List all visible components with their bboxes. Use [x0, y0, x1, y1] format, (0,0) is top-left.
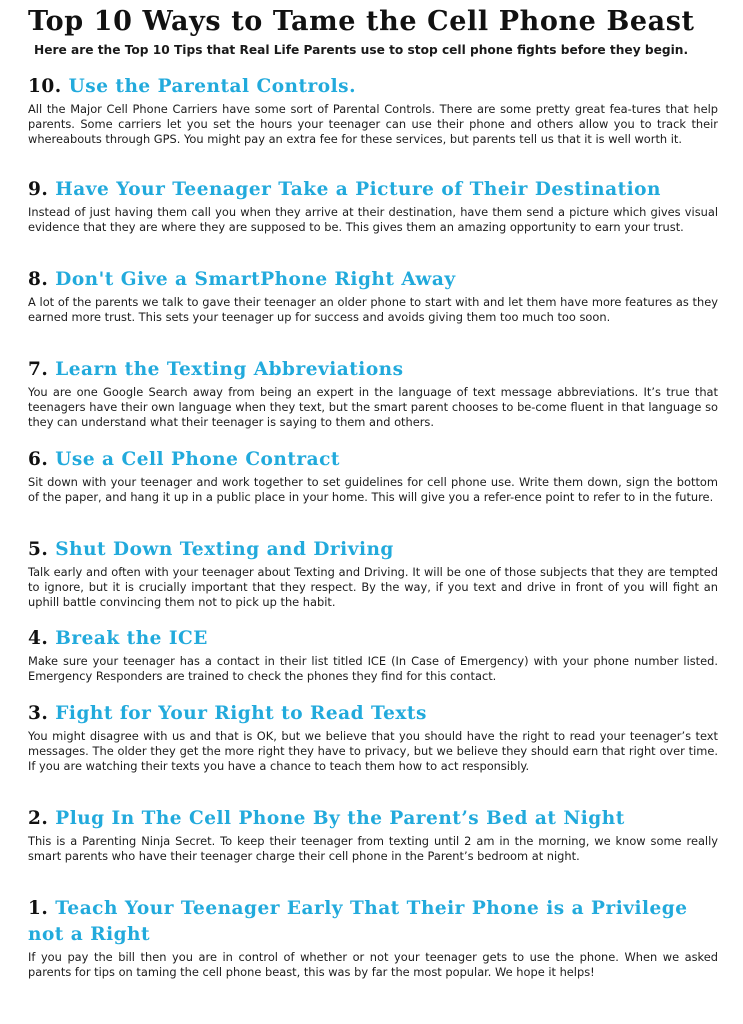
tip-4 — [28, 626, 718, 684]
tip-number: 9. — [28, 179, 49, 200]
tip-number: 6. — [28, 449, 49, 470]
tip-2 — [28, 806, 718, 864]
tip-6 — [28, 447, 718, 505]
tip-body: Make sure your teenager has a contact in their list titled ICE (In Case of Emergency) with your phone number listed. Emergency Responders are trained to check the phones they find for this contact. — [28, 654, 718, 683]
tip-title: Shut Down Texting and Driving — [55, 539, 394, 560]
tip-body: All the Major Cell Phone Carriers have some sort of Parental Controls. There are some pretty great fea-tures that help parents. Some carriers let you set the hours your teenager can use their phone and others allow you to track their whereabouts through GPS. You might pay an extra fee for these services, but parents tell us that it is well worth it. — [28, 102, 718, 146]
tip-body: If you pay the bill then you are in control of whether or not your teenager gets to use the phone. When we asked parents for tips on taming the cell phone beast, this was by far the most popular. We hope it helps! — [28, 950, 718, 979]
tip-number: 2. — [28, 808, 49, 829]
tip-body: Talk early and often with your teenager about Texting and Driving. It will be one of those subjects that they are tempted to ignore, but it is crucially important that they respect. By the way, if you text and drive in front of you will fight an uphill battle convincing them not to pick up the habit. — [28, 565, 718, 609]
tip-9 — [28, 177, 718, 235]
tip-3 — [28, 701, 718, 774]
page-title: Top 10 Ways to Tame the Cell Phone Beast — [28, 6, 695, 37]
tip-heading — [28, 896, 718, 948]
page-subtitle: Here are the Top 10 Tips that Real Life Parents use to stop cell phone fights before they begin. — [34, 43, 689, 57]
tip-body: Sit down with your teenager and work together to set guidelines for cell phone use. Write them down, sign the bottom of the paper, and hang it up in a public place in your home. This will give you a refer-ence point to refer to in the future. — [28, 475, 718, 504]
tip-number: 5. — [28, 539, 49, 560]
tip-heading — [28, 267, 718, 293]
tip-body: Instead of just having them call you when they arrive at their destination, have them send a picture which gives visual evidence that they are where they are supposed to be. This gives them an amazing opportunity to earn your trust. — [28, 205, 718, 234]
tip-heading — [28, 626, 718, 652]
tip-heading — [28, 701, 718, 727]
tip-heading — [28, 177, 718, 203]
tip-title: Use a Cell Phone Contract — [55, 449, 340, 470]
tip-5 — [28, 537, 718, 610]
tip-number: 10. — [28, 76, 62, 97]
tip-title: Learn the Texting Abbreviations — [55, 359, 404, 380]
tip-heading — [28, 447, 718, 473]
tip-title: Plug In The Cell Phone By the Parent’s Bed at Night — [55, 808, 625, 829]
tip-7 — [28, 357, 718, 430]
tip-1 — [28, 896, 718, 980]
tip-title: Use the Parental Controls. — [68, 76, 357, 97]
tip-body: This is a Parenting Ninja Secret. To keep their teenager from texting until 2 am in the morning, we know some really smart parents who have their teenager charge their cell phone in the Parent’s bedroom at night. — [28, 834, 718, 863]
tip-heading — [28, 74, 718, 100]
tip-title: Fight for Your Right to Read Texts — [55, 703, 427, 724]
tip-10 — [28, 74, 718, 147]
tip-title: Break the ICE — [55, 628, 208, 649]
tip-title: Teach Your Teenager Early That Their Phone is a Privilege not a Right — [28, 898, 688, 945]
tip-body: You might disagree with us and that is OK, but we believe that you should have the right to read your teenager’s text messages. The older they get the more right they have to privacy, but we believe they should earn that right over time. If you are watching their texts you have a chance to teach them how to act responsibly. — [28, 729, 718, 773]
tip-title: Have Your Teenager Take a Picture of Their Destination — [55, 179, 661, 200]
tip-body: A lot of the parents we talk to gave their teenager an older phone to start with and let them have more features as they earned more trust. This sets your teenager up for success and avoids giving them too much too soon. — [28, 295, 718, 324]
tip-heading — [28, 806, 718, 832]
tip-number: 3. — [28, 703, 49, 724]
tip-number: 8. — [28, 269, 49, 290]
tip-body: You are one Google Search away from being an expert in the language of text message abbreviations. It’s true that teenagers have their own language when they text, but the smart parent chooses to be-come fluent in that language so they can understand what their teenager is saying to them and others. — [28, 385, 718, 429]
tip-heading — [28, 537, 718, 563]
tip-number: 4. — [28, 628, 49, 649]
tip-heading — [28, 357, 718, 383]
tip-number: 1. — [28, 898, 49, 919]
tip-8 — [28, 267, 718, 325]
tip-number: 7. — [28, 359, 49, 380]
tip-title: Don't Give a SmartPhone Right Away — [55, 269, 456, 290]
